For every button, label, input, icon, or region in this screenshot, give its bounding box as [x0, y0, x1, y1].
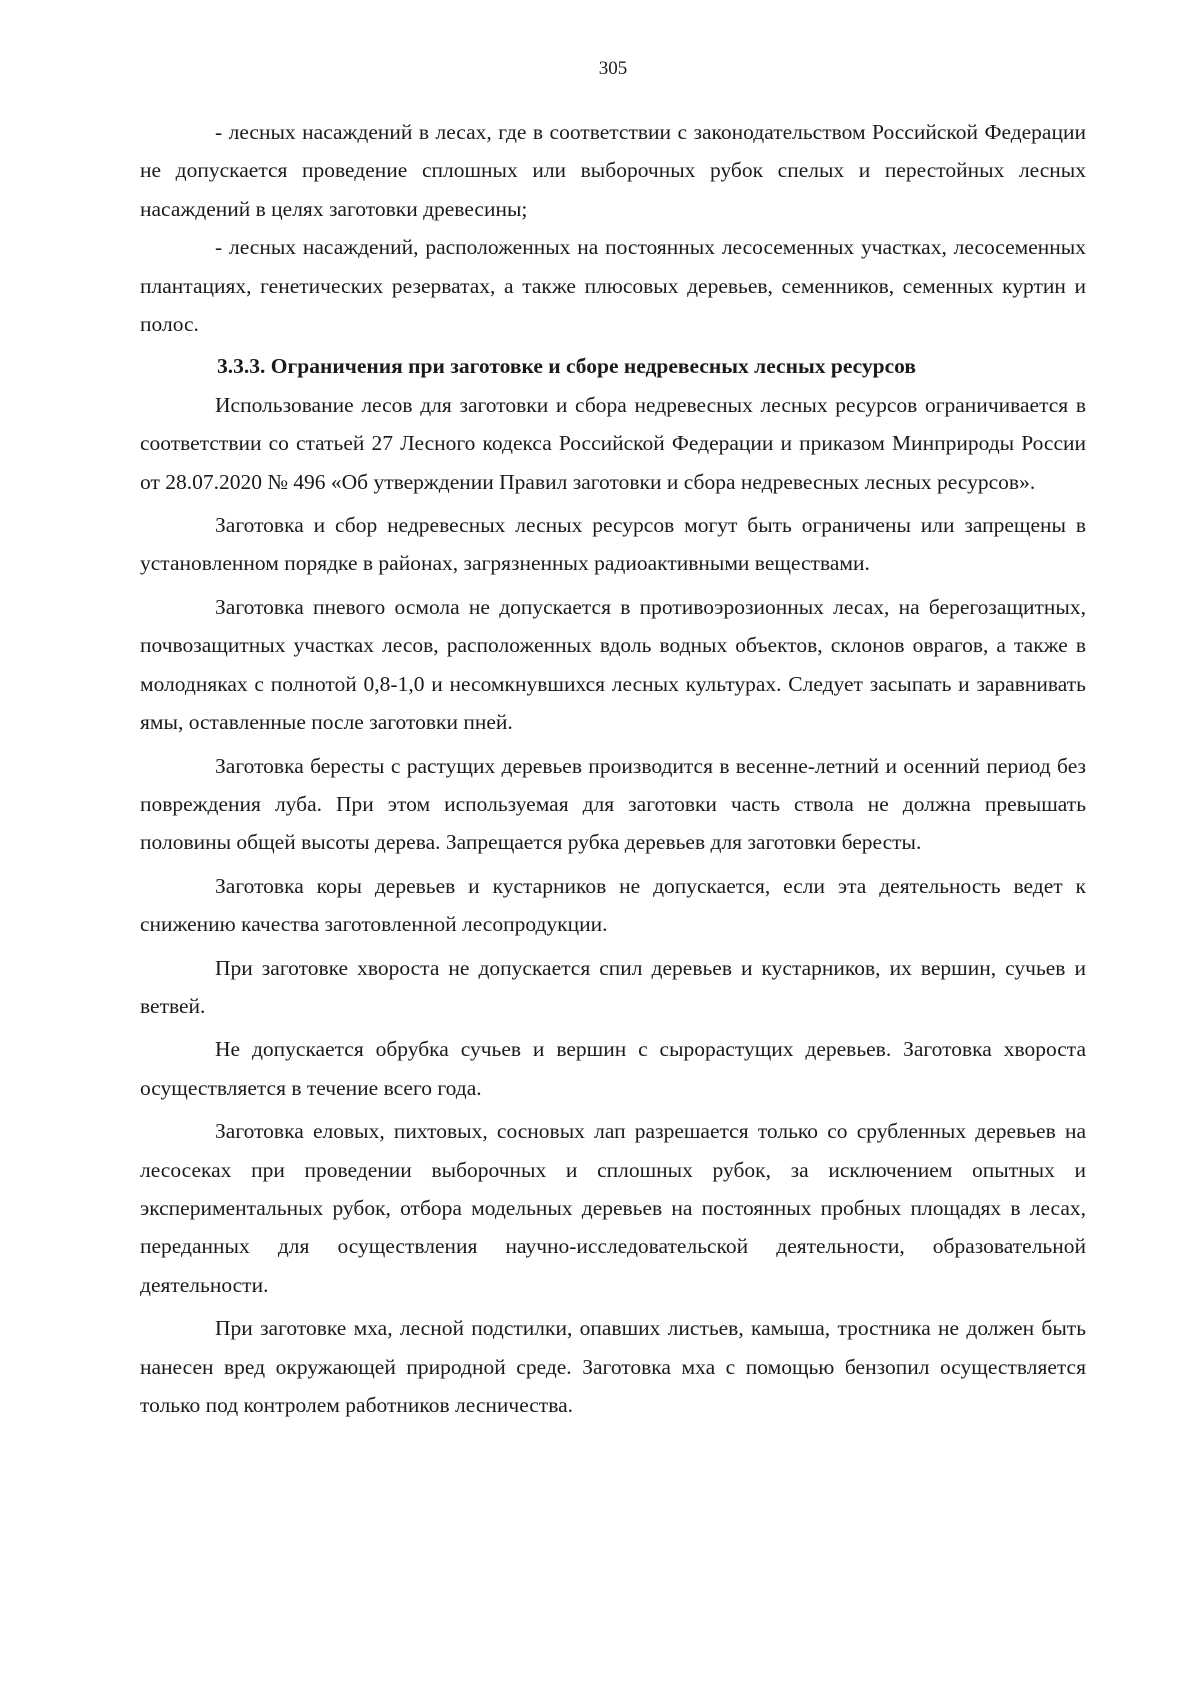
paragraph: Заготовка и сбор недревесных лесных ресурсов могут быть ограничены или запрещены в установленном порядке в районах, загрязненных радиоактивными веществами.: [140, 513, 1086, 576]
paragraph: Заготовка бересты с растущих деревьев производится в весенне-летний и осенний период без повреждения луба. При этом используемая для заготовки часть ствола не должна превышать половины общей высоты дерева. Запрещается рубка деревьев для заготовки бересты.: [140, 753, 1086, 855]
paragraph: Использование лесов для заготовки и сбора недревесных лесных ресурсов ограничивается в соответствии со статьей 27 Лесного кодекса Российской Федерации и приказом Минприроды России от 28.07.2020 № 496 «Об утверждении Правил заготовки и сбора недревесных лесных ресурсов».: [140, 392, 1086, 494]
document-body: [140, 113, 1086, 1424]
paragraph: Не допускается обрубка сучьев и вершин с сырорастущих деревьев. Заготовка хвороста осуществляется в течение всего года.: [140, 1037, 1086, 1100]
paragraph-item: - лесных насаждений в лесах, где в соответствии с законодательством Российской Федерации не допускается проведение сплошных или выборочных рубок спелых и перестойных лесных насаждений в целях заготовки древесины;: [140, 120, 1086, 221]
paragraph: При заготовке хвороста не допускается спил деревьев и кустарников, их вершин, сучьев и ветвей.: [140, 955, 1086, 1018]
section-heading: 3.3.3. Ограничения при заготовке и сборе недревесных лесных ресурсов: [217, 354, 916, 379]
paragraph-item: - лесных насаждений, расположенных на постоянных лесосеменных участках, лесосеменных плантациях, генетических резерватах, а также плюсовых деревьев, семенников, семенных куртин и полос.: [140, 235, 1086, 337]
page-number: 305: [598, 58, 628, 79]
document-page: [140, 0, 1086, 1696]
paragraph: При заготовке мха, лесной подстилки, опавших листьев, камыша, тростника не должен быть нанесен вред окружающей природной среде. Заготовка мха с помощью бензопил осуществляется только под контролем работников лесничества.: [140, 1316, 1086, 1417]
paragraph: Заготовка коры деревьев и кустарников не допускается, если эта деятельность ведет к снижению качества заготовленной лесопродукции.: [140, 873, 1086, 937]
paragraph: Заготовка пневого осмола не допускается в противоэрозионных лесах, на берегозащитных, почвозащитных участках лесов, расположенных вдоль водных объектов, склонов оврагов, а также в молодняках с полнотой 0,8-1,0 и несомкнувшихся лесных культурах. Следует засыпать и заравнивать ямы, оставленные после заготовки пней.: [140, 594, 1086, 735]
paragraph: Заготовка еловых, пихтовых, сосновых лап разрешается только со срубленных деревьев на лесосеках при проведении выборочных и сплошных рубок, за исключением опытных и экспериментальных рубок, отбора модельных деревьев на постоянных пробных площадях в лесах, переданных для осуществления научно-исследовательской деятельности, образовательной деятельности.: [140, 1119, 1086, 1297]
